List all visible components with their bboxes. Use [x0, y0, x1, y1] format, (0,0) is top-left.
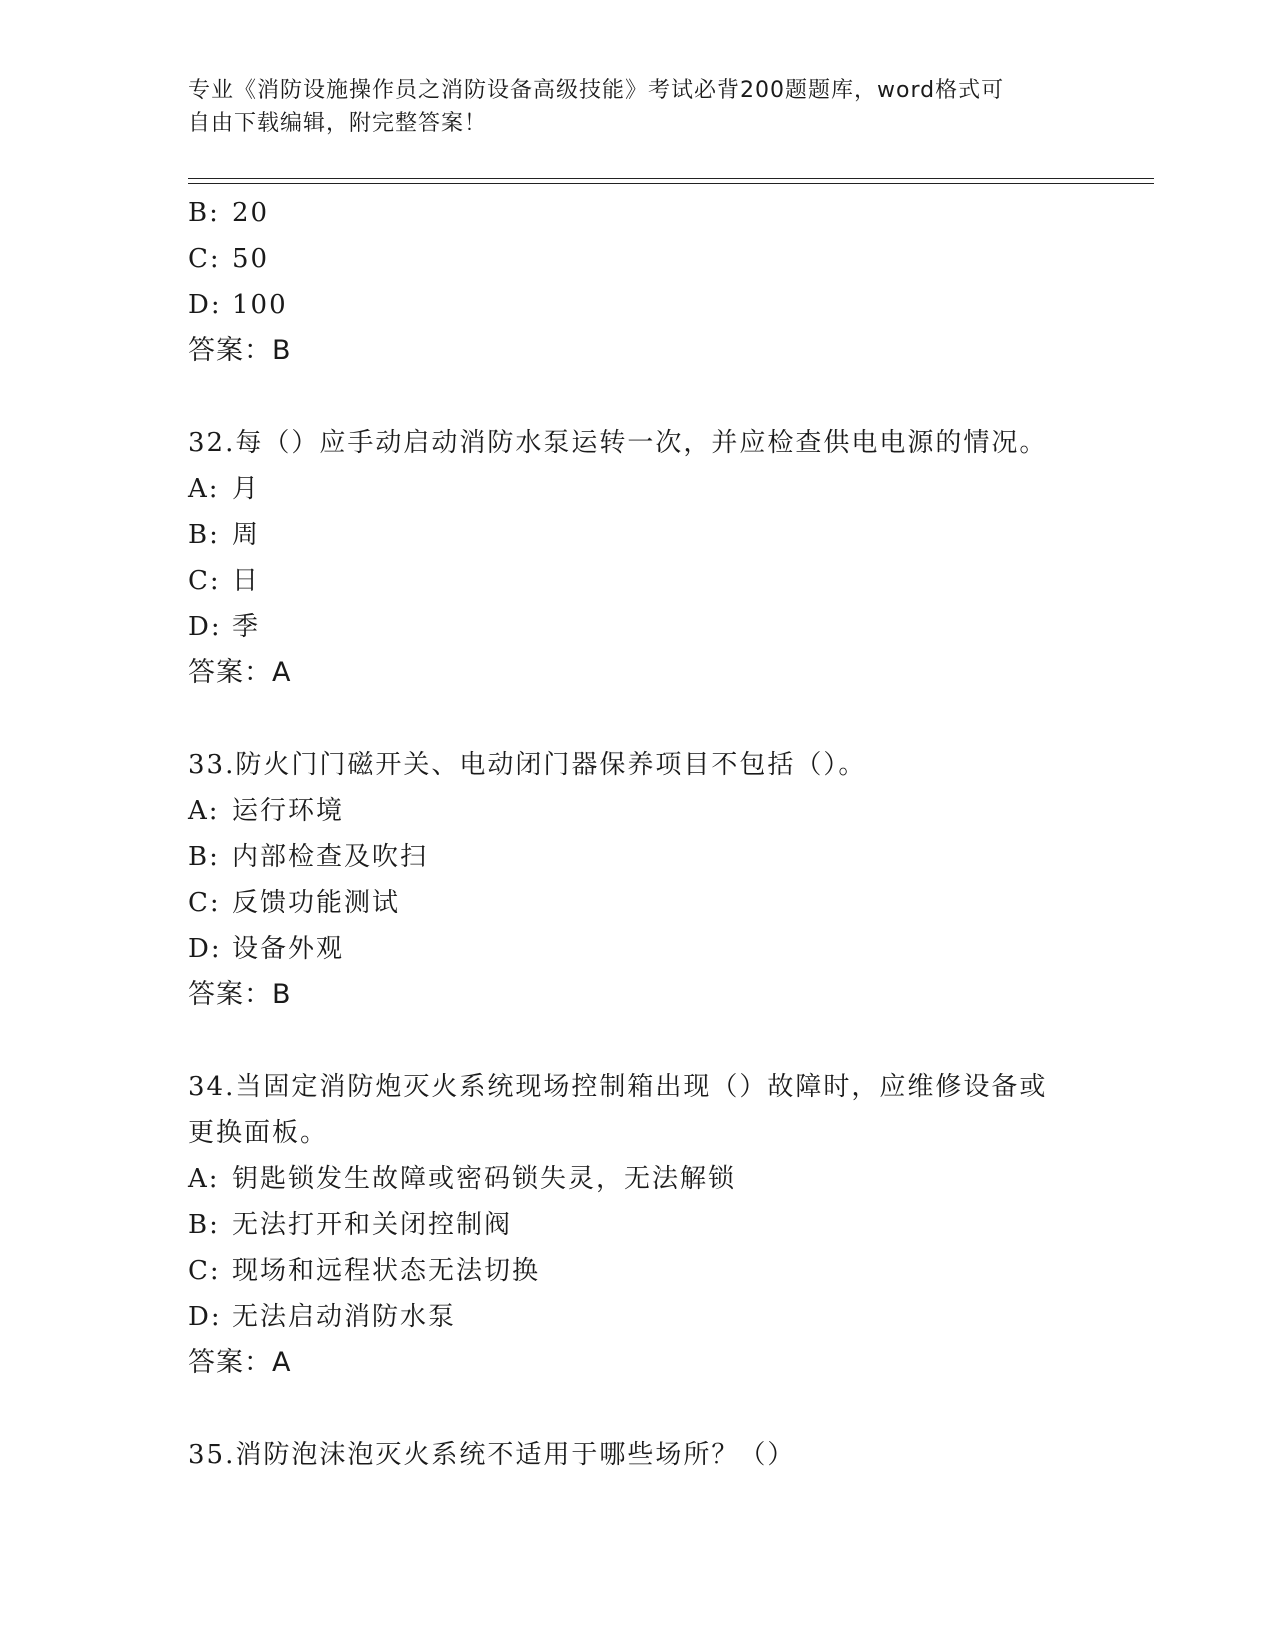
question-stem: 35.消防泡沫泡灭火系统不适用于哪些场所？（）	[188, 1440, 796, 1470]
option-label: D:	[188, 934, 222, 964]
option-row	[188, 604, 1088, 650]
spacer	[188, 1386, 1088, 1432]
question-stem: 32.每（）应手动启动消防水泵运转一次，并应检查供电电源的情况。	[188, 428, 1048, 458]
question-32	[188, 420, 1088, 696]
answer-line: 答案：A	[188, 657, 292, 688]
option-row	[188, 466, 1088, 512]
option-text: 季	[232, 612, 261, 642]
option-text: 周	[232, 520, 261, 550]
option-text: 运行环境	[232, 796, 345, 826]
option-label: A:	[188, 796, 220, 826]
option-text: 现场和远程状态无法切换	[232, 1256, 541, 1286]
header-rule-bottom	[188, 183, 1154, 184]
option-text: 无法打开和关闭控制阀	[232, 1210, 513, 1240]
option-text: 设备外观	[232, 934, 345, 964]
option-label: D:	[188, 290, 222, 320]
option-text: 内部检查及吹扫	[232, 842, 429, 872]
option-text: 20	[232, 198, 270, 228]
spacer	[188, 696, 1088, 742]
option-label: C:	[188, 244, 221, 274]
option-label: B:	[188, 198, 220, 228]
question-31-continued	[188, 190, 1088, 374]
option-row	[188, 512, 1088, 558]
header-line-1: 专业《消防设施操作员之消防设备高级技能》考试必背200题题库，word格式可	[188, 78, 1005, 103]
option-row	[188, 1156, 1088, 1202]
option-row	[188, 558, 1088, 604]
option-label: D:	[188, 1302, 222, 1332]
option-label: D:	[188, 612, 222, 642]
option-text: 月	[232, 474, 261, 504]
document-header	[188, 74, 1068, 140]
option-label: B:	[188, 842, 220, 872]
option-label: B:	[188, 520, 220, 550]
option-row	[188, 1202, 1088, 1248]
option-text: 无法启动消防水泵	[232, 1302, 457, 1332]
spacer	[188, 1018, 1088, 1064]
question-35	[188, 1432, 1088, 1478]
question-list	[188, 190, 1088, 1478]
question-stem-line-2: 更换面板。	[188, 1118, 329, 1148]
spacer	[188, 374, 1088, 420]
question-34	[188, 1064, 1088, 1386]
option-text: 100	[232, 290, 288, 320]
option-label: A:	[188, 1164, 220, 1194]
option-row	[188, 880, 1088, 926]
header-rule-top	[188, 178, 1154, 179]
question-33	[188, 742, 1088, 1018]
option-label: C:	[188, 566, 221, 596]
option-row	[188, 834, 1088, 880]
option-label: A:	[188, 474, 220, 504]
option-text: 日	[232, 566, 261, 596]
option-text: 反馈功能测试	[232, 888, 401, 918]
answer-line: 答案：B	[188, 979, 292, 1010]
question-stem-line-1: 34.当固定消防炮灭火系统现场控制箱出现（）故障时，应维修设备或	[188, 1072, 1048, 1102]
option-row	[188, 1248, 1088, 1294]
option-row	[188, 236, 1088, 282]
option-text: 钥匙锁发生故障或密码锁失灵，无法解锁	[232, 1164, 737, 1194]
option-label: C:	[188, 1256, 221, 1286]
question-stem: 33.防火门门磁开关、电动闭门器保养项目不包括（）。	[188, 750, 867, 780]
option-row	[188, 926, 1088, 972]
answer-line: 答案：B	[188, 335, 292, 366]
option-row	[188, 788, 1088, 834]
option-row	[188, 1294, 1088, 1340]
option-label: B:	[188, 1210, 220, 1240]
option-row	[188, 282, 1088, 328]
header-line-2: 自由下载编辑，附完整答案！	[188, 111, 488, 136]
option-row	[188, 190, 1088, 236]
option-label: C:	[188, 888, 221, 918]
answer-line: 答案：A	[188, 1347, 292, 1378]
option-text: 50	[232, 244, 270, 274]
